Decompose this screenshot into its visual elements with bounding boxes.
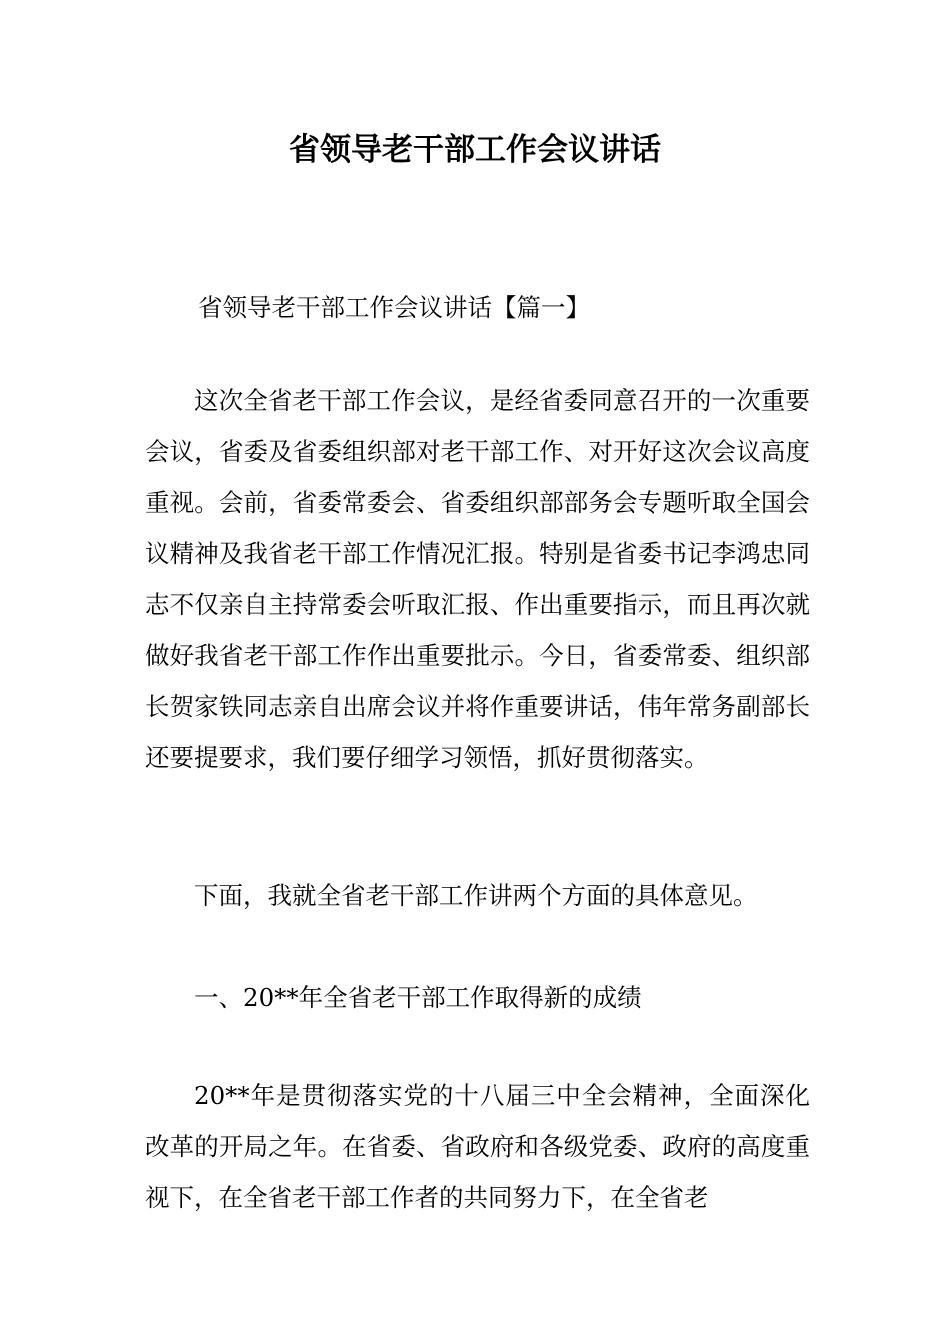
document-title: 省领导老干部工作会议讲话: [289, 132, 661, 168]
paragraph-3: 20**年是贯彻落实党的十八届三中全会精神，全面深化改革的开局之年。在省委、省政府和各级党委、政府的高度重视下，在全省老干部工作者的共同努力下，在全省老: [145, 1081, 810, 1212]
section-subtitle: 省领导老干部工作会议讲话【篇一】: [198, 293, 590, 322]
paragraph-1: 这次全省老干部工作会议，是经省委同意召开的一次重要会议，省委及省委组织部对老干部工作、对开好这次会议高度重视。会前，省委常委会、省委组织部部务会专题听取全国会议精神及我省老干部工作情况汇报。特别是省委书记李鸿忠同志不仅亲自主持常委会听取汇报、作出重要指示，而且再次就做好我省老干部工作作出重要批示。今日，省委常委、组织部长贺家铁同志亲自出席会议并将作重要讲话，伟年常务副部长还要提要求，我们要仔细学习领悟，抓好贯彻落实。: [145, 386, 810, 772]
paragraph-2: 下面，我就全省老干部工作讲两个方面的具体意见。: [194, 881, 758, 910]
section-heading-1: 一、20**年全省老干部工作取得新的成绩: [194, 983, 642, 1012]
